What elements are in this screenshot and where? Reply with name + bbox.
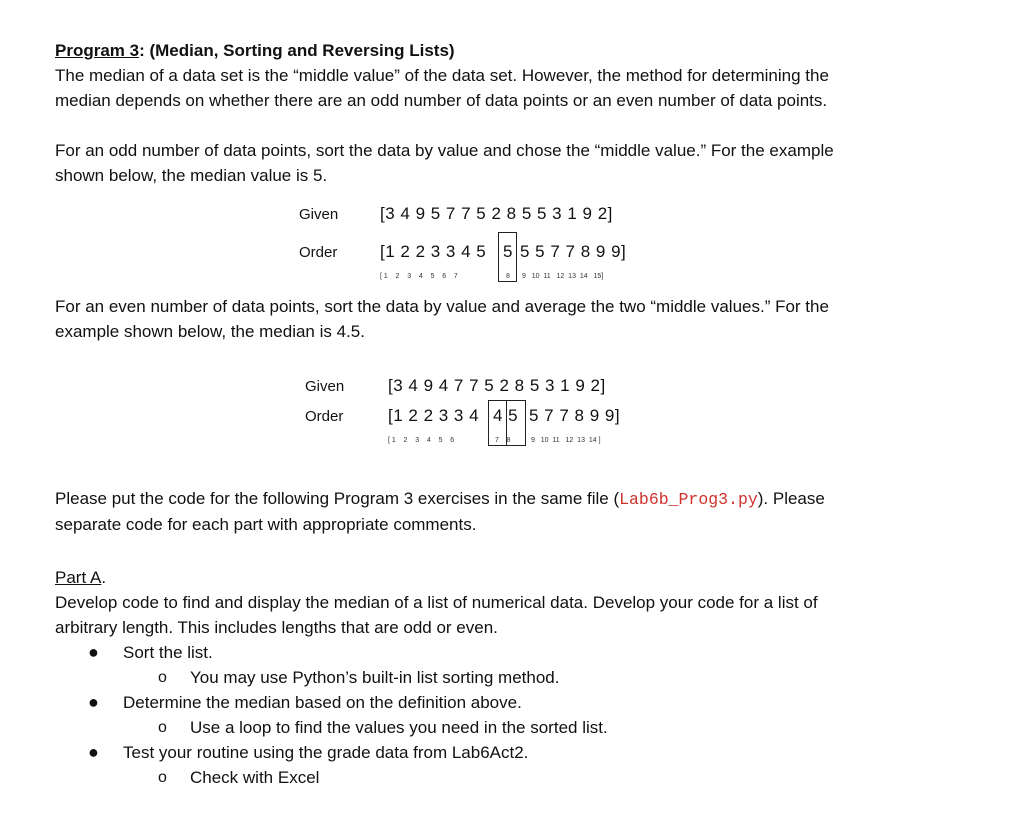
filename: Lab6b_Prog3.py (619, 490, 758, 509)
even-order-right: 5 7 7 8 9 9] (529, 406, 621, 425)
list-item (123, 665, 955, 690)
part-a-bullets-3 (55, 740, 955, 765)
even-order-median: 4 5 (493, 406, 519, 425)
instructions-line-1 (55, 486, 955, 512)
bullet-text: Determine the median based on the definition above. (123, 693, 522, 712)
bullet-icon: ● (88, 692, 99, 712)
part-a-sub-bullets-2 (55, 715, 955, 740)
sub-bullet-text: Use a loop to find the values you need in the sorted list. (190, 718, 608, 737)
part-a-title: Part A (55, 568, 102, 587)
circle-bullet-icon: o (158, 719, 167, 736)
bullet-text: Test your routine using the grade data from Lab6Act2. (123, 743, 529, 762)
list-item (123, 765, 955, 790)
part-a-line-2: arbitrary length. This includes lengths that are odd or even. (55, 618, 498, 637)
part-a-sub-bullets-1 (55, 665, 955, 690)
even-example (55, 344, 955, 448)
part-a-heading (55, 565, 955, 590)
document-page (55, 38, 955, 790)
list-item (55, 640, 955, 665)
odd-order-label: Order (299, 244, 338, 261)
even-index-median: 7 8 (495, 437, 511, 444)
program-subtitle: : (Median, Sorting and Reversing Lists) (139, 41, 455, 60)
instructions-text-a: Please put the code for the following Program 3 exercises in the same file ( (55, 489, 620, 508)
odd-order-median: 5 (503, 242, 513, 261)
intro-line-1: The median of a data set is the “middle value” of the data set. However, the method for determining the (55, 66, 829, 85)
part-a-sub-bullets-3 (55, 765, 955, 790)
odd-line-1: For an odd number of data points, sort the data by value and chose the “middle value.” For the example (55, 141, 834, 160)
circle-bullet-icon: o (158, 769, 167, 786)
instructions-text-b: ). Please (757, 489, 825, 508)
bullet-text: Sort the list. (123, 643, 213, 662)
part-a-title-suffix: . (101, 568, 107, 587)
even-order-left: [1 2 2 3 3 4 (388, 406, 480, 425)
even-median-box (488, 400, 526, 446)
odd-example (55, 188, 955, 280)
circle-bullet-icon: o (158, 669, 167, 686)
program-heading (55, 38, 955, 63)
odd-index-right: 9 10 11 12 13 14 15] (522, 273, 604, 280)
odd-given-label: Given (299, 206, 339, 223)
even-given-label: Given (305, 378, 345, 395)
bullet-icon: ● (88, 742, 99, 762)
even-index-right: 9 10 11 12 13 14 ] (531, 437, 601, 444)
even-median-divider (506, 400, 507, 446)
instructions-line-2: separate code for each part with appropriate comments. (55, 515, 477, 534)
intro-line-2: median depends on whether there are an odd number of data points or an even number of data points. (55, 91, 828, 110)
even-line-1: For an even number of data points, sort the data by value and average the two “middle values.” For the (55, 297, 829, 316)
odd-index-left: [ 1 2 3 4 5 6 7 (380, 273, 458, 280)
list-item (123, 715, 955, 740)
part-a-bullets (55, 640, 955, 665)
even-line-2: example shown below, the median is 4.5. (55, 322, 365, 341)
list-item (55, 690, 955, 715)
odd-line-2: shown below, the median value is 5. (55, 166, 328, 185)
even-given-values: [3 4 9 4 7 7 5 2 8 5 3 1 9 2] (388, 376, 606, 395)
odd-order-right: 5 5 7 7 8 9 9] (520, 242, 627, 261)
program-label: Program 3 (55, 41, 140, 60)
part-a-bullets-2 (55, 690, 955, 715)
even-order-label: Order (305, 408, 344, 425)
odd-index-median: 8 (506, 273, 510, 280)
odd-median-box (498, 232, 517, 282)
part-a-line-1: Develop code to find and display the median of a list of numerical data. Develop your code for a list of (55, 593, 818, 612)
bullet-icon: ● (88, 642, 99, 662)
even-index-left: [ 1 2 3 4 5 6 (388, 437, 455, 444)
list-item (55, 740, 955, 765)
odd-order-left: [1 2 2 3 3 4 5 (380, 242, 487, 261)
odd-given-values: [3 4 9 5 7 7 5 2 8 5 5 3 1 9 2] (380, 204, 613, 223)
sub-bullet-text: Check with Excel (190, 768, 320, 787)
sub-bullet-text: You may use Python’s built-in list sorting method. (190, 668, 560, 687)
